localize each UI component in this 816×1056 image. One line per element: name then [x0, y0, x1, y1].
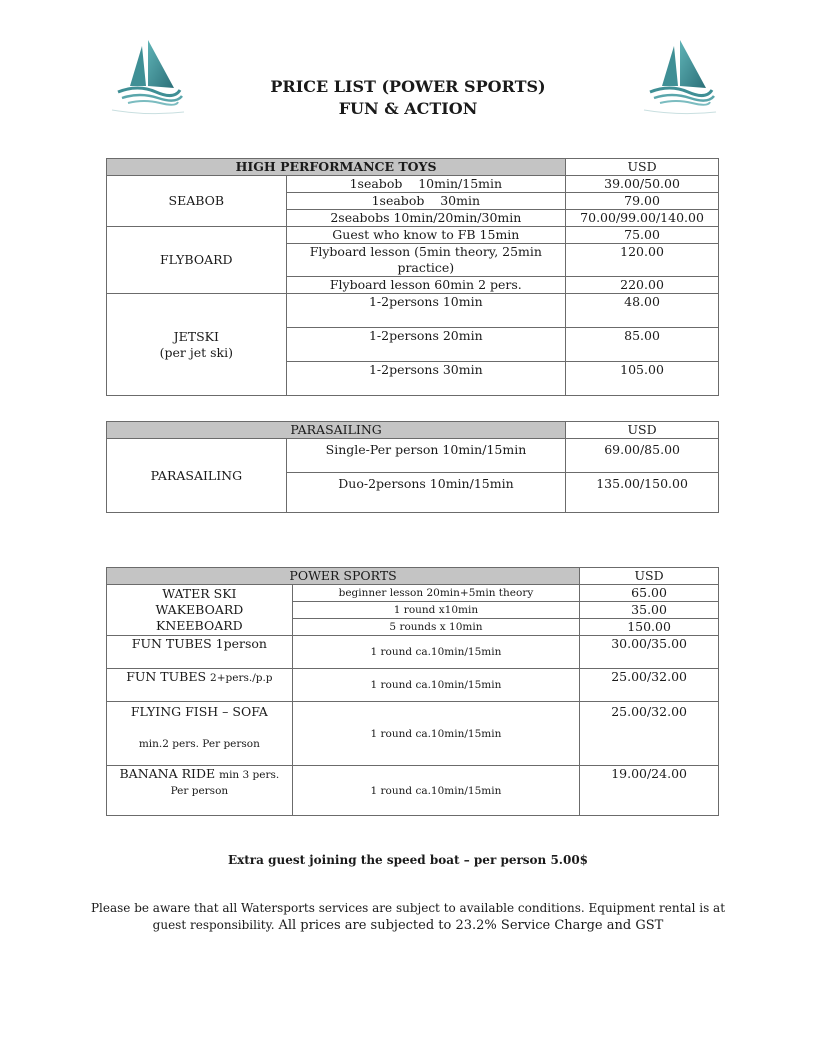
item-desc: 1-2persons 20min	[286, 328, 566, 362]
section-heading: POWER SPORTS	[107, 568, 580, 585]
item-price: 150.00	[580, 619, 719, 636]
item-desc: 1-2persons 10min	[286, 294, 566, 328]
item-price: 120.00	[566, 244, 719, 277]
item-name-cell	[107, 702, 293, 766]
group-name: WAKEBOARD	[155, 602, 244, 617]
item-price: 69.00/85.00	[566, 439, 719, 473]
item-name: FLYING FISH – SOFA	[130, 704, 268, 719]
group-names-cell	[107, 585, 293, 636]
item-desc: Duo-2persons 10min/15min	[286, 473, 565, 513]
item-name-note: 2+pers./p.p	[210, 672, 273, 684]
item-price: 19.00/24.00	[580, 766, 719, 816]
item-desc: 1 round ca.10min/15min	[292, 702, 579, 766]
item-desc: Guest who know to FB 15min	[286, 227, 566, 244]
item-price: 70.00/99.00/140.00	[566, 210, 719, 227]
title-line-2: FUN & ACTION	[338, 99, 478, 118]
item-price: 65.00	[580, 585, 719, 602]
title-line-1: PRICE LIST (POWER SPORTS)	[270, 77, 546, 96]
item-name: BANANA RIDE	[119, 766, 216, 781]
currency-header: USD	[580, 568, 719, 585]
extra-guest-note: Extra guest joining the speed boat – per person 5.00$	[227, 853, 589, 867]
group-name-sub: (per jet ski)	[159, 344, 233, 360]
item-desc: 1-2persons 30min	[286, 362, 566, 396]
item-price: 85.00	[566, 328, 719, 362]
item-desc: 1 round x10min	[292, 602, 579, 619]
table-row	[107, 702, 719, 766]
item-name: FUN TUBES	[126, 669, 207, 684]
item-desc: beginner lesson 20min+5min theory	[292, 585, 579, 602]
group-name: SEABOB	[107, 176, 287, 227]
group-name-cell	[107, 294, 287, 396]
item-price: 79.00	[566, 193, 719, 210]
item-desc: 1seabob 30min	[286, 193, 566, 210]
high-performance-table	[106, 158, 719, 396]
item-desc: 2seabobs 10min/20min/30min	[286, 210, 566, 227]
parasailing-table	[106, 421, 719, 513]
item-price: 30.00/35.00	[580, 636, 719, 669]
table-row	[107, 176, 719, 193]
item-desc: 5 rounds x 10min	[292, 619, 579, 636]
disclaimer-part-2: All prices are subjected to 23.2% Service Charge and GST	[278, 918, 664, 933]
table-row	[107, 669, 719, 702]
item-desc: Flyboard lesson 60min 2 pers.	[286, 277, 566, 294]
item-price: 48.00	[566, 294, 719, 328]
item-desc: 1 round ca.10min/15min	[292, 766, 579, 816]
currency-header: USD	[566, 159, 719, 176]
item-price: 135.00/150.00	[566, 473, 719, 513]
page-title	[0, 76, 816, 120]
table-row	[107, 636, 719, 669]
disclaimer	[90, 900, 726, 934]
table-row	[107, 227, 719, 244]
item-price: 220.00	[566, 277, 719, 294]
table-row	[107, 585, 719, 602]
table-row	[107, 439, 719, 473]
item-price: 35.00	[580, 602, 719, 619]
item-name-sub: min.2 pers. Per person	[138, 738, 260, 750]
group-name: FLYBOARD	[107, 227, 287, 294]
item-price: 39.00/50.00	[566, 176, 719, 193]
group-name: JETSKI	[173, 328, 219, 344]
table-row	[107, 766, 719, 816]
item-desc: Single-Per person 10min/15min	[286, 439, 565, 473]
power-sports-table	[106, 567, 719, 816]
group-name: WATER SKI	[162, 586, 237, 601]
table-header-row	[107, 422, 719, 439]
item-desc: 1 round ca.10min/15min	[292, 636, 579, 669]
item-price: 105.00	[566, 362, 719, 396]
item-desc: 1 round ca.10min/15min	[292, 669, 579, 702]
item-name-cell	[107, 766, 293, 816]
item-name-cell	[107, 669, 293, 702]
item-name-note: min 3 pers.	[219, 769, 280, 781]
item-desc: 1seabob 10min/15min	[286, 176, 566, 193]
table-header-row	[107, 568, 719, 585]
group-name: PARASAILING	[107, 439, 287, 513]
section-heading: HIGH PERFORMANCE TOYS	[107, 159, 566, 176]
table-header-row	[107, 159, 719, 176]
item-name-sub: Per person	[170, 785, 229, 797]
item-price: 25.00/32.00	[580, 669, 719, 702]
item-price: 25.00/32.00	[580, 702, 719, 766]
group-name: KNEEBOARD	[156, 618, 243, 633]
item-desc: Flyboard lesson (5min theory, 25min practice)	[286, 244, 566, 277]
item-name: FUN TUBES 1person	[107, 636, 293, 669]
item-price: 75.00	[566, 227, 719, 244]
disclaimer-part-1: Please be aware that all Watersports services are subject to available conditions. Equipment rental is at guest responsibility.	[90, 901, 726, 932]
section-heading: PARASAILING	[107, 422, 566, 439]
table-row	[107, 294, 719, 328]
currency-header: USD	[566, 422, 719, 439]
